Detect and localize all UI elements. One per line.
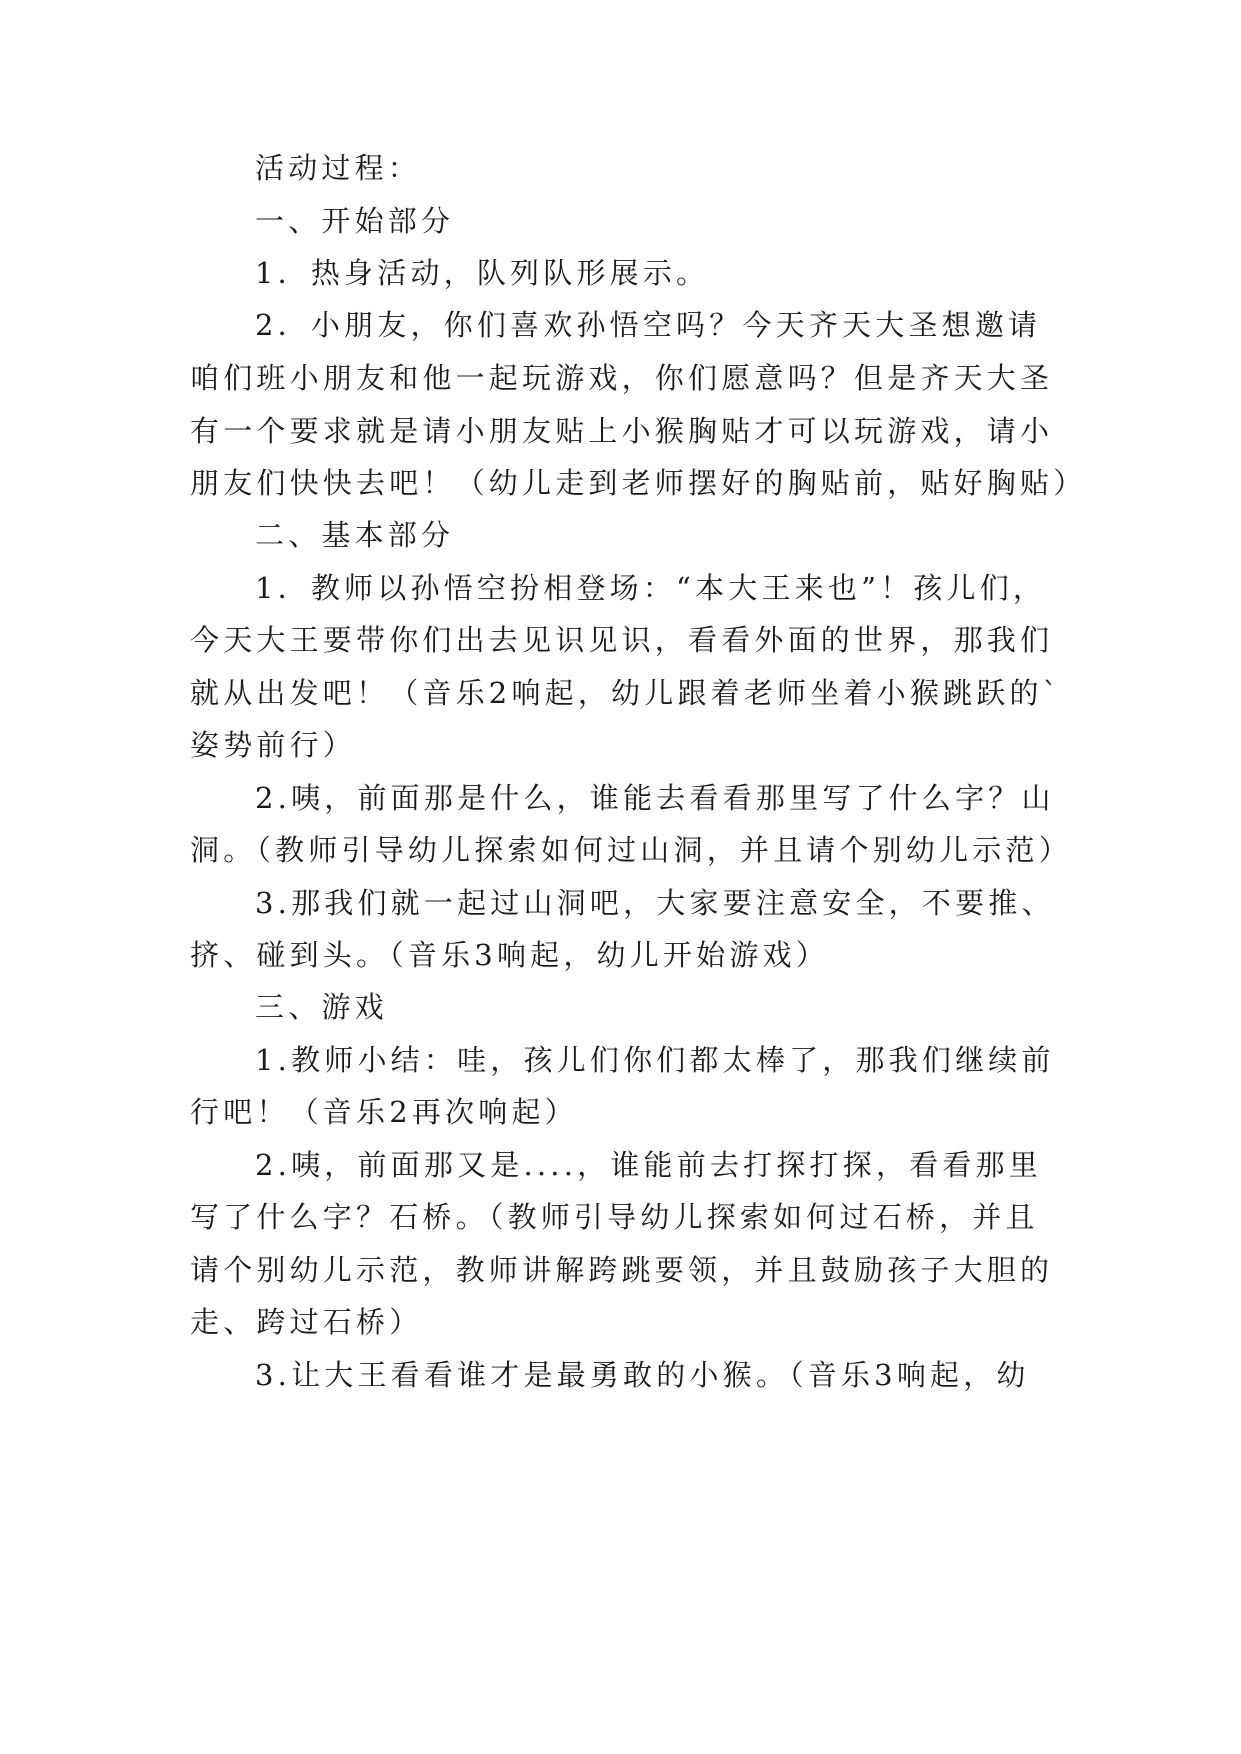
paragraph-line: 2.咦，前面那又是....，谁能前去打探打探，看看那里 (255, 1148, 1042, 1182)
paragraph-line: 朋友们快快去吧！（幼儿走到老师摆好的胸贴前，贴好胸贴） (190, 466, 1087, 500)
paragraph-line: 请个别幼儿示范，教师讲解跨跳要领，并且鼓励孩子大胆的 (190, 1253, 1054, 1287)
paragraph-line: 就从出发吧！（音乐2响起，幼儿跟着老师坐着小猴跳跃的` (190, 676, 1062, 710)
paragraph-line: 挤、碰到头。（音乐3响起，幼儿开始游戏） (190, 938, 829, 972)
paragraph-line: 今天大王要带你们出去见识见识，看看外面的世界，那我们 (190, 623, 1054, 657)
paragraph-line: 写了什么字？石桥。（教师引导幼儿探索如何过石桥，并且 (190, 1200, 1039, 1234)
paragraph-line: 2.咦，前面那是什么，谁能去看看那里写了什么字？山 (255, 781, 1055, 815)
paragraph-line: 1．热身活动，队列队形展示。 (255, 256, 710, 290)
paragraph-line: 咱们班小朋友和他一起玩游戏，你们愿意吗？但是齐天大圣 (190, 361, 1054, 395)
paragraph-line: 3.让大王看看谁才是最勇敢的小猴。（音乐3响起，幼 (255, 1358, 1030, 1392)
paragraph-line: 走、跨过石桥） (190, 1305, 423, 1339)
paragraph-line: 活动过程： (255, 151, 422, 185)
section-heading: 二、基本部分 (255, 518, 455, 552)
paragraph-line: 1．教师以孙悟空扮相登场：“本大王来也”！孩儿们， (255, 571, 1047, 605)
paragraph-line: 2．小朋友，你们喜欢孙悟空吗？今天齐天大圣想邀请 (255, 308, 1042, 342)
section-heading: 三、游戏 (255, 990, 388, 1024)
paragraph-line: 有一个要求就是请小朋友贴上小猴胸贴才可以玩游戏，请小 (190, 414, 1054, 448)
paragraph-line: 行吧！（音乐2再次响起） (190, 1095, 578, 1129)
section-heading: 一、开始部分 (255, 204, 455, 238)
paragraph-line: 1.教师小结：哇，孩儿们你们都太棒了，那我们继续前 (255, 1043, 1055, 1077)
paragraph-line: 洞。（教师引导幼儿探索如何过山洞，并且请个别幼儿示范） (190, 833, 1072, 867)
paragraph-line: 3.那我们就一起过山洞吧，大家要注意安全，不要推、 (255, 886, 1055, 920)
paragraph-line: 姿势前行） (190, 728, 357, 762)
